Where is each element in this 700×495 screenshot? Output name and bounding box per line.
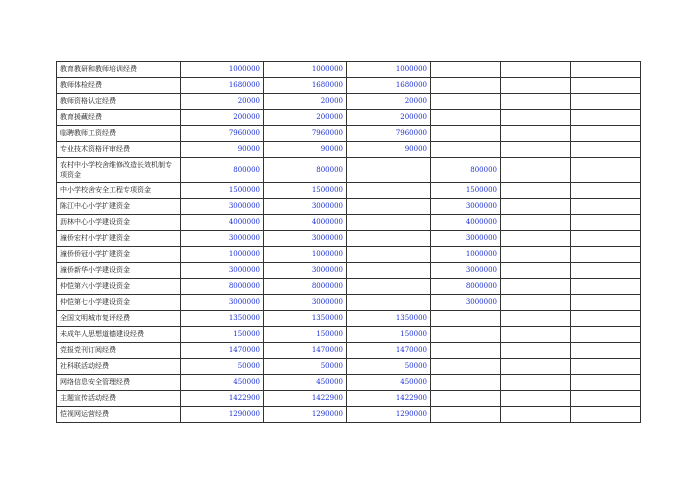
amount-cell: 800000	[264, 158, 347, 183]
table-row	[57, 110, 641, 126]
amount-cell: 20000	[347, 94, 431, 110]
item-name-cell: 教师资格认定经费	[57, 94, 181, 110]
amount-cell: 3000000	[264, 231, 347, 247]
table-row	[57, 327, 641, 343]
amount-cell: 1000000	[431, 247, 501, 263]
amount-cell	[571, 343, 641, 359]
amount-cell	[501, 343, 571, 359]
amount-cell: 90000	[181, 142, 264, 158]
amount-cell: 7960000	[181, 126, 264, 142]
item-name-cell: 中小学校舍安全工程专项资金	[57, 183, 181, 199]
amount-cell	[571, 247, 641, 263]
amount-cell	[347, 279, 431, 295]
amount-cell	[571, 215, 641, 231]
table-row	[57, 183, 641, 199]
amount-cell	[571, 327, 641, 343]
item-name-cell: 农村中小学校舍维修改造长效机制专项资金	[57, 158, 181, 183]
amount-cell	[501, 359, 571, 375]
amount-cell	[431, 391, 501, 407]
amount-cell	[347, 295, 431, 311]
amount-cell: 3000000	[264, 295, 347, 311]
table-body	[57, 62, 641, 423]
amount-cell: 150000	[181, 327, 264, 343]
item-name-cell: 仲恺第六小学建设资金	[57, 279, 181, 295]
amount-cell	[347, 183, 431, 199]
amount-cell	[431, 126, 501, 142]
amount-cell: 1350000	[264, 311, 347, 327]
item-name-cell: 恺视网运营经费	[57, 407, 181, 423]
amount-cell	[501, 183, 571, 199]
item-name-cell: 全国文明城市复评经费	[57, 311, 181, 327]
amount-cell	[501, 62, 571, 78]
table-row	[57, 407, 641, 423]
amount-cell: 800000	[181, 158, 264, 183]
amount-cell	[501, 311, 571, 327]
item-name-cell: 沥林中心小学建设资金	[57, 215, 181, 231]
table-row	[57, 215, 641, 231]
amount-cell: 20000	[264, 94, 347, 110]
item-name-cell: 潼侨新华小学建设资金	[57, 263, 181, 279]
amount-cell: 200000	[264, 110, 347, 126]
amount-cell: 4000000	[264, 215, 347, 231]
amount-cell: 450000	[264, 375, 347, 391]
amount-cell: 8000000	[431, 279, 501, 295]
table-row	[57, 359, 641, 375]
amount-cell	[501, 215, 571, 231]
amount-cell	[501, 279, 571, 295]
amount-cell	[431, 78, 501, 94]
item-name-cell: 网络信息安全管理经费	[57, 375, 181, 391]
item-name-cell: 社科联活动经费	[57, 359, 181, 375]
amount-cell	[571, 359, 641, 375]
amount-cell	[571, 407, 641, 423]
amount-cell: 3000000	[181, 199, 264, 215]
amount-cell	[347, 231, 431, 247]
amount-cell: 90000	[347, 142, 431, 158]
amount-cell: 1290000	[181, 407, 264, 423]
item-name-cell: 陈江中心小学扩建资金	[57, 199, 181, 215]
amount-cell	[571, 199, 641, 215]
amount-cell: 200000	[347, 110, 431, 126]
amount-cell: 1422900	[181, 391, 264, 407]
table-row	[57, 295, 641, 311]
amount-cell: 1290000	[264, 407, 347, 423]
table-row	[57, 375, 641, 391]
amount-cell	[501, 407, 571, 423]
amount-cell: 50000	[181, 359, 264, 375]
amount-cell	[501, 158, 571, 183]
amount-cell	[431, 407, 501, 423]
amount-cell: 3000000	[181, 295, 264, 311]
amount-cell: 90000	[264, 142, 347, 158]
amount-cell	[501, 199, 571, 215]
amount-cell	[347, 158, 431, 183]
amount-cell: 1500000	[181, 183, 264, 199]
item-name-cell: 潼侨宏村小学扩建资金	[57, 231, 181, 247]
item-name-cell: 仲恺第七小学建设资金	[57, 295, 181, 311]
amount-cell: 7960000	[347, 126, 431, 142]
amount-cell: 1470000	[181, 343, 264, 359]
amount-cell: 3000000	[431, 231, 501, 247]
amount-cell	[571, 94, 641, 110]
amount-cell: 450000	[347, 375, 431, 391]
amount-cell	[571, 263, 641, 279]
amount-cell	[501, 78, 571, 94]
amount-cell: 1470000	[347, 343, 431, 359]
amount-cell: 1000000	[264, 62, 347, 78]
amount-cell	[431, 110, 501, 126]
amount-cell: 1000000	[347, 62, 431, 78]
amount-cell: 1290000	[347, 407, 431, 423]
amount-cell	[431, 311, 501, 327]
table-row	[57, 126, 641, 142]
table-row	[57, 231, 641, 247]
amount-cell: 1422900	[264, 391, 347, 407]
amount-cell	[501, 94, 571, 110]
table-row	[57, 94, 641, 110]
amount-cell	[347, 215, 431, 231]
amount-cell	[501, 327, 571, 343]
amount-cell	[501, 391, 571, 407]
amount-cell: 4000000	[181, 215, 264, 231]
amount-cell	[501, 142, 571, 158]
amount-cell	[501, 263, 571, 279]
amount-cell	[431, 94, 501, 110]
amount-cell	[571, 110, 641, 126]
amount-cell: 4000000	[431, 215, 501, 231]
amount-cell: 3000000	[431, 199, 501, 215]
amount-cell: 20000	[181, 94, 264, 110]
amount-cell	[571, 391, 641, 407]
amount-cell: 3000000	[181, 263, 264, 279]
amount-cell: 1500000	[431, 183, 501, 199]
amount-cell	[571, 126, 641, 142]
item-name-cell: 未成年人思想道德建设经费	[57, 327, 181, 343]
amount-cell: 1422900	[347, 391, 431, 407]
table-row	[57, 279, 641, 295]
amount-cell: 50000	[264, 359, 347, 375]
amount-cell: 3000000	[264, 263, 347, 279]
amount-cell	[347, 247, 431, 263]
amount-cell: 1000000	[264, 247, 347, 263]
amount-cell: 1680000	[181, 78, 264, 94]
amount-cell: 200000	[181, 110, 264, 126]
item-name-cell: 教育教研和教师培训经费	[57, 62, 181, 78]
amount-cell: 50000	[347, 359, 431, 375]
amount-cell	[571, 295, 641, 311]
item-name-cell: 教育援藏经费	[57, 110, 181, 126]
amount-cell: 3000000	[181, 231, 264, 247]
amount-cell: 1500000	[264, 183, 347, 199]
table-row	[57, 158, 641, 183]
amount-cell	[571, 158, 641, 183]
amount-cell	[431, 359, 501, 375]
table-row	[57, 391, 641, 407]
amount-cell: 3000000	[431, 263, 501, 279]
amount-cell: 1470000	[264, 343, 347, 359]
amount-cell	[501, 126, 571, 142]
amount-cell	[431, 343, 501, 359]
amount-cell	[571, 183, 641, 199]
amount-cell	[501, 295, 571, 311]
table-row	[57, 142, 641, 158]
item-name-cell: 临聘教师工资经费	[57, 126, 181, 142]
amount-cell	[431, 327, 501, 343]
amount-cell	[347, 199, 431, 215]
amount-cell: 3000000	[431, 295, 501, 311]
amount-cell	[571, 78, 641, 94]
amount-cell	[571, 231, 641, 247]
amount-cell: 1000000	[181, 62, 264, 78]
amount-cell	[431, 142, 501, 158]
amount-cell: 1350000	[181, 311, 264, 327]
amount-cell	[431, 62, 501, 78]
amount-cell	[571, 142, 641, 158]
amount-cell	[571, 62, 641, 78]
amount-cell	[501, 375, 571, 391]
table-row	[57, 62, 641, 78]
table-row	[57, 199, 641, 215]
amount-cell: 3000000	[264, 199, 347, 215]
item-name-cell: 主题宣传活动经费	[57, 391, 181, 407]
amount-cell: 1680000	[264, 78, 347, 94]
table-row	[57, 78, 641, 94]
amount-cell	[571, 279, 641, 295]
amount-cell: 8000000	[181, 279, 264, 295]
amount-cell	[501, 110, 571, 126]
table-row	[57, 247, 641, 263]
amount-cell	[347, 263, 431, 279]
amount-cell	[571, 375, 641, 391]
table-row	[57, 263, 641, 279]
amount-cell: 800000	[431, 158, 501, 183]
amount-cell: 1000000	[181, 247, 264, 263]
budget-table	[56, 61, 641, 423]
amount-cell: 1680000	[347, 78, 431, 94]
amount-cell: 1350000	[347, 311, 431, 327]
table-row	[57, 343, 641, 359]
amount-cell	[431, 375, 501, 391]
amount-cell	[571, 311, 641, 327]
amount-cell	[501, 247, 571, 263]
item-name-cell: 教师体检经费	[57, 78, 181, 94]
item-name-cell: 党报党刊订阅经费	[57, 343, 181, 359]
amount-cell: 450000	[181, 375, 264, 391]
item-name-cell: 专业技术资格评审经费	[57, 142, 181, 158]
amount-cell: 7960000	[264, 126, 347, 142]
amount-cell: 150000	[264, 327, 347, 343]
amount-cell: 150000	[347, 327, 431, 343]
table-row	[57, 311, 641, 327]
item-name-cell: 潼侨侨冠小学扩建资金	[57, 247, 181, 263]
amount-cell	[501, 231, 571, 247]
amount-cell: 8000000	[264, 279, 347, 295]
